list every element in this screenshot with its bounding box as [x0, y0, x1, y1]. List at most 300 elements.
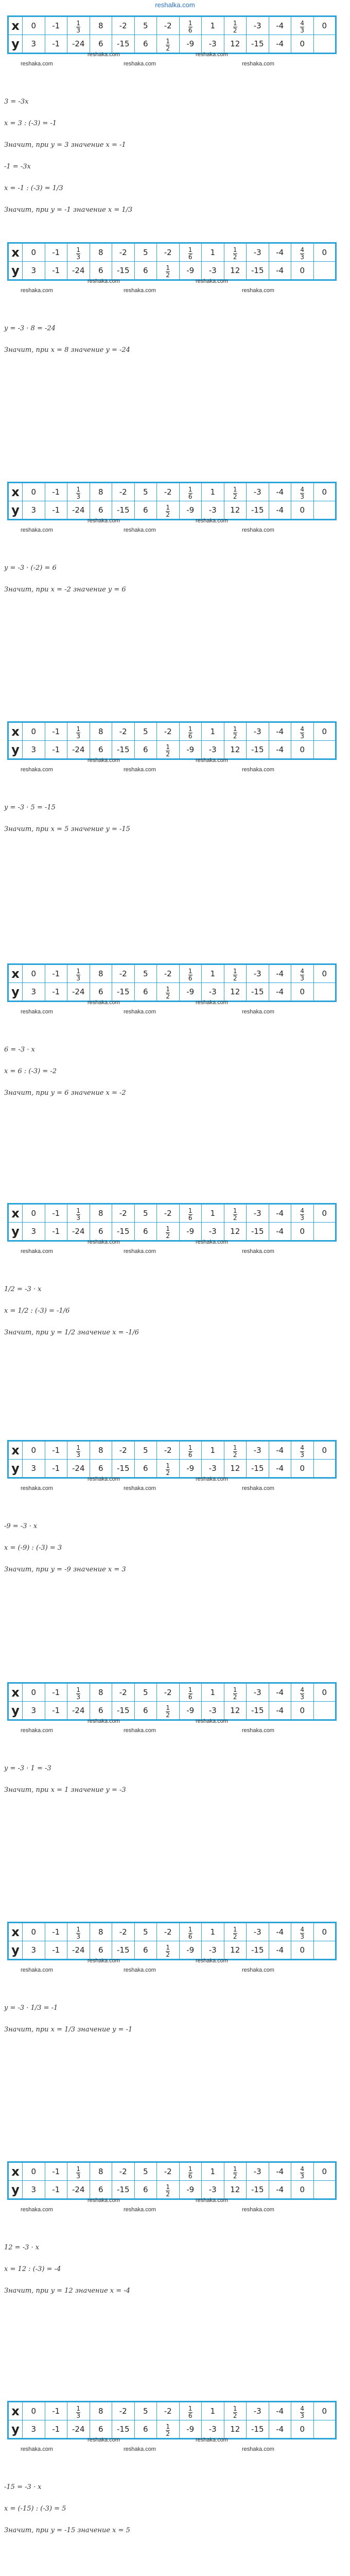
- x-label: x: [8, 16, 23, 35]
- y-cell: 6: [90, 983, 112, 1002]
- x-cell: 0: [23, 243, 45, 262]
- watermark: reshaka.com: [242, 61, 274, 67]
- y-cell: 6: [90, 2420, 112, 2439]
- x-cell: 0: [23, 1441, 45, 1460]
- y-cell: 3: [23, 2181, 45, 2199]
- x-cell: 5: [134, 2162, 157, 2181]
- y-cell: 1 2: [157, 1223, 180, 1241]
- x-cell: 1 3: [67, 1923, 90, 1941]
- x-cell: 0: [23, 1923, 45, 1941]
- watermark: reshaka.com: [242, 527, 274, 533]
- y-cell: -4: [269, 262, 291, 280]
- watermark: reshaka.com: [87, 2437, 120, 2443]
- x-label: x: [8, 722, 23, 741]
- x-cell: -2: [112, 1683, 135, 1702]
- x-row: [8, 2402, 336, 2420]
- y-cell: 6: [134, 741, 157, 759]
- x-label: x: [8, 2162, 23, 2181]
- solution-line: x = 6 : (-3) = -2: [4, 1067, 57, 1075]
- y-cell: -3: [202, 1702, 224, 1720]
- watermark: reshaka.com: [124, 61, 156, 67]
- x-cell: 1 6: [179, 1204, 202, 1223]
- y-cell: 3: [23, 2420, 45, 2439]
- x-cell: -2: [157, 964, 180, 983]
- x-cell: 4 3: [291, 483, 314, 501]
- x-cell: -1: [45, 1683, 67, 1702]
- x-cell: -2: [112, 483, 135, 501]
- y-cell: 0: [291, 262, 314, 280]
- y-cell: -3: [202, 983, 224, 1002]
- solution-line: -15 = -3 · x: [4, 2483, 42, 2491]
- watermark: reshaka.com: [87, 1718, 120, 1724]
- y-cell: -3: [202, 2420, 224, 2439]
- y-cell: -4: [269, 741, 291, 759]
- x-cell: -2: [157, 16, 180, 35]
- solution-line: y = -3 · 8 = -24: [4, 325, 56, 332]
- x-cell: 8: [90, 722, 112, 741]
- x-cell: 1 3: [67, 1683, 90, 1702]
- watermark: reshaka.com: [242, 2207, 274, 2213]
- watermark: reshaka.com: [124, 1009, 156, 1015]
- x-cell: 0: [313, 483, 336, 501]
- y-cell: 1 2: [157, 1941, 180, 1960]
- y-cell: -1: [45, 1941, 67, 1960]
- y-cell: 6: [134, 501, 157, 520]
- y-cell: 0: [291, 1460, 314, 1478]
- x-cell: -2: [112, 1441, 135, 1460]
- watermark: reshaka.com: [87, 999, 120, 1006]
- x-cell: 0: [313, 1204, 336, 1223]
- x-cell: 8: [90, 243, 112, 262]
- y-cell: -1: [45, 501, 67, 520]
- x-cell: -1: [45, 722, 67, 741]
- y-cell: 6: [90, 262, 112, 280]
- x-cell: -2: [112, 1923, 135, 1941]
- y-cell: 0: [291, 501, 314, 520]
- watermark: reshaka.com: [21, 1967, 53, 1973]
- y-cell: -24: [67, 983, 90, 1002]
- x-label: x: [8, 1923, 23, 1941]
- y-cell: -15: [247, 35, 269, 54]
- x-cell: -1: [45, 1441, 67, 1460]
- y-cell: -3: [202, 262, 224, 280]
- watermark: reshaka.com: [87, 1239, 120, 1245]
- x-cell: 5: [134, 2402, 157, 2420]
- y-label: y: [8, 1460, 23, 1478]
- x-label: x: [8, 483, 23, 501]
- value-table-1: [7, 15, 337, 54]
- y-cell: -24: [67, 2181, 90, 2199]
- x-cell: 1 2: [224, 722, 247, 741]
- y-row: [8, 1941, 336, 1960]
- y-cell: -15: [247, 741, 269, 759]
- watermark: reshaka.com: [124, 2207, 156, 2213]
- watermark: reshaka.com: [242, 1248, 274, 1255]
- y-cell: -9: [179, 2181, 202, 2199]
- y-row: [8, 262, 336, 280]
- x-cell: 1 2: [224, 16, 247, 35]
- y-cell: 12: [224, 1702, 247, 1720]
- y-label: y: [8, 501, 23, 520]
- watermark: reshaka.com: [124, 767, 156, 773]
- x-cell: -3: [247, 722, 269, 741]
- y-row: [8, 1460, 336, 1478]
- y-cell: 3: [23, 1941, 45, 1960]
- y-label: y: [8, 2181, 23, 2199]
- y-cell: 6: [134, 1702, 157, 1720]
- x-cell: 5: [134, 1441, 157, 1460]
- x-cell: 0: [23, 2162, 45, 2181]
- value-table-3: [7, 482, 337, 520]
- x-cell: 1 6: [179, 1441, 202, 1460]
- y-cell: -9: [179, 1223, 202, 1241]
- x-cell: 1 6: [179, 1923, 202, 1941]
- y-cell: 6: [134, 2420, 157, 2439]
- y-cell: -3: [202, 1460, 224, 1478]
- y-cell: -15: [112, 1702, 135, 1720]
- y-cell: -4: [269, 2420, 291, 2439]
- solution-line: Значит, при x = 5 значение y = -15: [4, 825, 130, 833]
- x-cell: 1 2: [224, 243, 247, 262]
- solution-line: Значит, при y = 6 значение x = -2: [4, 1089, 126, 1097]
- watermark: reshaka.com: [87, 518, 120, 524]
- value-table-11: [7, 2401, 337, 2439]
- watermark: reshaka.com: [21, 527, 53, 533]
- x-cell: -4: [269, 243, 291, 262]
- y-cell: -15: [112, 262, 135, 280]
- y-cell: 6: [90, 501, 112, 520]
- y-cell: -4: [269, 1460, 291, 1478]
- watermark: reshaka.com: [242, 1727, 274, 1734]
- x-cell: 5: [134, 1683, 157, 1702]
- y-cell: 12: [224, 2181, 247, 2199]
- y-label: y: [8, 1941, 23, 1960]
- watermark: reshaka.com: [87, 1958, 120, 1964]
- y-label: y: [8, 1702, 23, 1720]
- x-cell: 1 3: [67, 1204, 90, 1223]
- x-cell: 4 3: [291, 722, 314, 741]
- x-cell: 0: [313, 1923, 336, 1941]
- y-cell: 1 2: [157, 2181, 180, 2199]
- watermark: reshaka.com: [21, 1485, 53, 1492]
- solution-line: y = -3 · (-2) = 6: [4, 564, 57, 572]
- solution-line: x = (-15) : (-3) = 5: [4, 2505, 66, 2513]
- y-cell: -15: [247, 262, 269, 280]
- y-cell: -15: [247, 1223, 269, 1241]
- y-cell: -4: [269, 2181, 291, 2199]
- x-cell: -1: [45, 964, 67, 983]
- y-cell: -3: [202, 2181, 224, 2199]
- y-cell: 1 2: [157, 983, 180, 1002]
- y-cell: 6: [134, 262, 157, 280]
- y-cell: 0: [291, 1702, 314, 1720]
- y-label: y: [8, 983, 23, 1002]
- solution-line: x = (-9) : (-3) = 3: [4, 1544, 62, 1552]
- watermark: reshaka.com: [124, 287, 156, 294]
- x-cell: -2: [157, 243, 180, 262]
- x-cell: 1 6: [179, 483, 202, 501]
- x-cell: -2: [112, 2162, 135, 2181]
- x-cell: 4 3: [291, 1204, 314, 1223]
- solution-line: Значит, при y = 1/2 значение x = -1/6: [4, 1329, 139, 1336]
- x-cell: 0: [23, 1204, 45, 1223]
- x-cell: 1 6: [179, 2162, 202, 2181]
- x-cell: 0: [313, 722, 336, 741]
- x-cell: 8: [90, 2162, 112, 2181]
- watermark: reshaka.com: [196, 999, 228, 1006]
- value-table-4: [7, 721, 337, 760]
- x-cell: -4: [269, 2162, 291, 2181]
- y-cell: -1: [45, 983, 67, 1002]
- value-table-10: [7, 2161, 337, 2200]
- y-cell: -15: [247, 2181, 269, 2199]
- y-label: y: [8, 35, 23, 54]
- x-cell: 5: [134, 16, 157, 35]
- solution-line: Значит, при x = 8 значение y = -24: [4, 346, 130, 354]
- y-cell: 12: [224, 1223, 247, 1241]
- x-row: [8, 1441, 336, 1460]
- x-cell: 1 6: [179, 964, 202, 983]
- x-cell: -3: [247, 2402, 269, 2420]
- solution-line: Значит, при x = 1 значение y = -3: [4, 1786, 126, 1794]
- value-table-6: [7, 1203, 337, 1242]
- y-cell: -24: [67, 1702, 90, 1720]
- x-cell: 4 3: [291, 243, 314, 262]
- solution-line: -1 = -3x: [4, 163, 31, 171]
- y-cell: 1 2: [157, 741, 180, 759]
- x-cell: 1 2: [224, 2162, 247, 2181]
- x-row: [8, 16, 336, 35]
- watermark: reshaka.com: [87, 757, 120, 764]
- y-cell: 12: [224, 501, 247, 520]
- y-cell: 3: [23, 35, 45, 54]
- x-cell: 5: [134, 243, 157, 262]
- x-cell: 1 2: [224, 1204, 247, 1223]
- x-cell: -3: [247, 2162, 269, 2181]
- x-cell: -2: [112, 243, 135, 262]
- solution-line: x = 12 : (-3) = -4: [4, 2265, 61, 2273]
- watermark: reshaka.com: [124, 1485, 156, 1492]
- y-cell: 6: [90, 1941, 112, 1960]
- y-cell: -15: [112, 501, 135, 520]
- x-cell: 1 6: [179, 2402, 202, 2420]
- x-cell: 1 3: [67, 16, 90, 35]
- x-cell: -3: [247, 964, 269, 983]
- watermark: reshaka.com: [21, 767, 53, 773]
- x-cell: 1: [202, 483, 224, 501]
- x-row: [8, 722, 336, 741]
- x-cell: -2: [157, 1923, 180, 1941]
- x-cell: -2: [157, 483, 180, 501]
- x-cell: 0: [23, 483, 45, 501]
- x-cell: 8: [90, 1441, 112, 1460]
- x-cell: -2: [157, 2402, 180, 2420]
- value-table-7: [7, 1440, 337, 1479]
- x-row: [8, 2162, 336, 2181]
- x-cell: 0: [23, 964, 45, 983]
- y-cell: -15: [112, 983, 135, 1002]
- site-title[interactable]: reshalka.com: [155, 1, 195, 9]
- y-cell: -3: [202, 741, 224, 759]
- watermark: reshaka.com: [124, 1967, 156, 1973]
- solution-line: 1/2 = -3 · x: [4, 1285, 42, 1293]
- y-cell: -9: [179, 35, 202, 54]
- x-cell: 8: [90, 1683, 112, 1702]
- x-cell: -3: [247, 1923, 269, 1941]
- x-cell: 1: [202, 1204, 224, 1223]
- value-table-2: [7, 242, 337, 281]
- solution-line: Значит, при x = -2 значение y = 6: [4, 586, 126, 594]
- y-cell: 1 2: [157, 262, 180, 280]
- x-cell: -4: [269, 16, 291, 35]
- x-cell: 5: [134, 722, 157, 741]
- watermark: reshaka.com: [124, 1727, 156, 1734]
- x-cell: -1: [45, 2162, 67, 2181]
- x-cell: -4: [269, 964, 291, 983]
- y-row: [8, 501, 336, 520]
- x-cell: 8: [90, 483, 112, 501]
- x-cell: -3: [247, 1441, 269, 1460]
- solution-line: Значит, при y = 12 значение x = -4: [4, 2287, 130, 2295]
- x-cell: -1: [45, 2402, 67, 2420]
- x-cell: 1 2: [224, 1923, 247, 1941]
- watermark: reshaka.com: [196, 757, 228, 764]
- x-cell: 4 3: [291, 1683, 314, 1702]
- x-cell: -4: [269, 1441, 291, 1460]
- y-cell: -3: [202, 35, 224, 54]
- x-cell: -3: [247, 483, 269, 501]
- y-cell: -9: [179, 741, 202, 759]
- x-cell: -1: [45, 483, 67, 501]
- x-cell: 1 3: [67, 964, 90, 983]
- y-cell: -24: [67, 741, 90, 759]
- x-label: x: [8, 964, 23, 983]
- y-cell: 6: [90, 1223, 112, 1241]
- y-cell: 12: [224, 2420, 247, 2439]
- x-cell: -3: [247, 1204, 269, 1223]
- y-cell: -9: [179, 262, 202, 280]
- y-cell: -15: [247, 1460, 269, 1478]
- watermark: reshaka.com: [242, 767, 274, 773]
- x-cell: 1 3: [67, 483, 90, 501]
- watermark: reshaka.com: [242, 1485, 274, 1492]
- y-label: y: [8, 741, 23, 759]
- x-cell: 1: [202, 964, 224, 983]
- x-cell: -1: [45, 243, 67, 262]
- y-cell: 12: [224, 983, 247, 1002]
- x-cell: -3: [247, 243, 269, 262]
- y-cell: -3: [202, 1223, 224, 1241]
- x-cell: 1 3: [67, 2162, 90, 2181]
- x-cell: -4: [269, 1923, 291, 1941]
- x-cell: 0: [23, 16, 45, 35]
- x-row: [8, 483, 336, 501]
- y-cell: 1 2: [157, 2420, 180, 2439]
- x-label: x: [8, 1441, 23, 1460]
- x-cell: -4: [269, 2402, 291, 2420]
- y-cell: -15: [112, 2181, 135, 2199]
- x-cell: -1: [45, 16, 67, 35]
- y-cell: -9: [179, 501, 202, 520]
- x-cell: 5: [134, 483, 157, 501]
- y-cell: 6: [134, 1460, 157, 1478]
- y-cell: -3: [202, 501, 224, 520]
- x-cell: 8: [90, 2402, 112, 2420]
- x-cell: 1 6: [179, 722, 202, 741]
- x-cell: 8: [90, 1204, 112, 1223]
- y-cell: 6: [134, 1223, 157, 1241]
- y-cell: 12: [224, 741, 247, 759]
- solution-line: -9 = -3 · x: [4, 1522, 38, 1530]
- x-cell: -2: [112, 722, 135, 741]
- x-cell: 0: [313, 2402, 336, 2420]
- y-cell: -1: [45, 262, 67, 280]
- watermark: reshaka.com: [21, 1727, 53, 1734]
- x-cell: -4: [269, 1204, 291, 1223]
- y-cell: 6: [134, 1941, 157, 1960]
- y-cell: 0: [291, 1223, 314, 1241]
- x-row: [8, 1923, 336, 1941]
- x-cell: 1: [202, 722, 224, 741]
- x-cell: 0: [313, 243, 336, 262]
- y-cell: -9: [179, 1460, 202, 1478]
- watermark: reshaka.com: [87, 278, 120, 284]
- y-cell: -4: [269, 1702, 291, 1720]
- x-cell: 4 3: [291, 16, 314, 35]
- y-cell: -15: [112, 35, 135, 54]
- x-cell: 1: [202, 2402, 224, 2420]
- y-row: [8, 35, 336, 54]
- watermark: reshaka.com: [87, 52, 120, 58]
- x-cell: 0: [313, 1441, 336, 1460]
- y-cell: 6: [134, 2181, 157, 2199]
- x-cell: 1 2: [224, 483, 247, 501]
- y-cell: 1 2: [157, 501, 180, 520]
- x-cell: 1 6: [179, 1683, 202, 1702]
- watermark: reshaka.com: [196, 1718, 228, 1724]
- y-cell: -15: [112, 1460, 135, 1478]
- x-cell: 1 3: [67, 2402, 90, 2420]
- watermark: reshaka.com: [21, 287, 53, 294]
- x-cell: 1: [202, 243, 224, 262]
- x-cell: -2: [157, 1441, 180, 1460]
- x-cell: 1: [202, 1441, 224, 1460]
- x-cell: 5: [134, 1923, 157, 1941]
- x-label: x: [8, 243, 23, 262]
- watermark: reshaka.com: [196, 2197, 228, 2204]
- y-cell: 3: [23, 1460, 45, 1478]
- x-row: [8, 1683, 336, 1702]
- y-cell: 3: [23, 741, 45, 759]
- x-cell: -2: [157, 1204, 180, 1223]
- watermark: reshaka.com: [21, 2207, 53, 2213]
- y-cell: -1: [45, 741, 67, 759]
- x-cell: -4: [269, 1683, 291, 1702]
- solution-line: x = 1/2 : (-3) = -1/6: [4, 1307, 70, 1315]
- y-cell: 3: [23, 1702, 45, 1720]
- y-row: [8, 1702, 336, 1720]
- x-cell: 0: [23, 722, 45, 741]
- y-cell: -4: [269, 35, 291, 54]
- x-cell: 1 3: [67, 243, 90, 262]
- watermark: reshaka.com: [87, 1476, 120, 1482]
- x-row: [8, 964, 336, 983]
- y-cell: 12: [224, 262, 247, 280]
- y-cell: -15: [247, 1702, 269, 1720]
- x-cell: -2: [112, 16, 135, 35]
- x-cell: -1: [45, 1923, 67, 1941]
- y-cell: -1: [45, 35, 67, 54]
